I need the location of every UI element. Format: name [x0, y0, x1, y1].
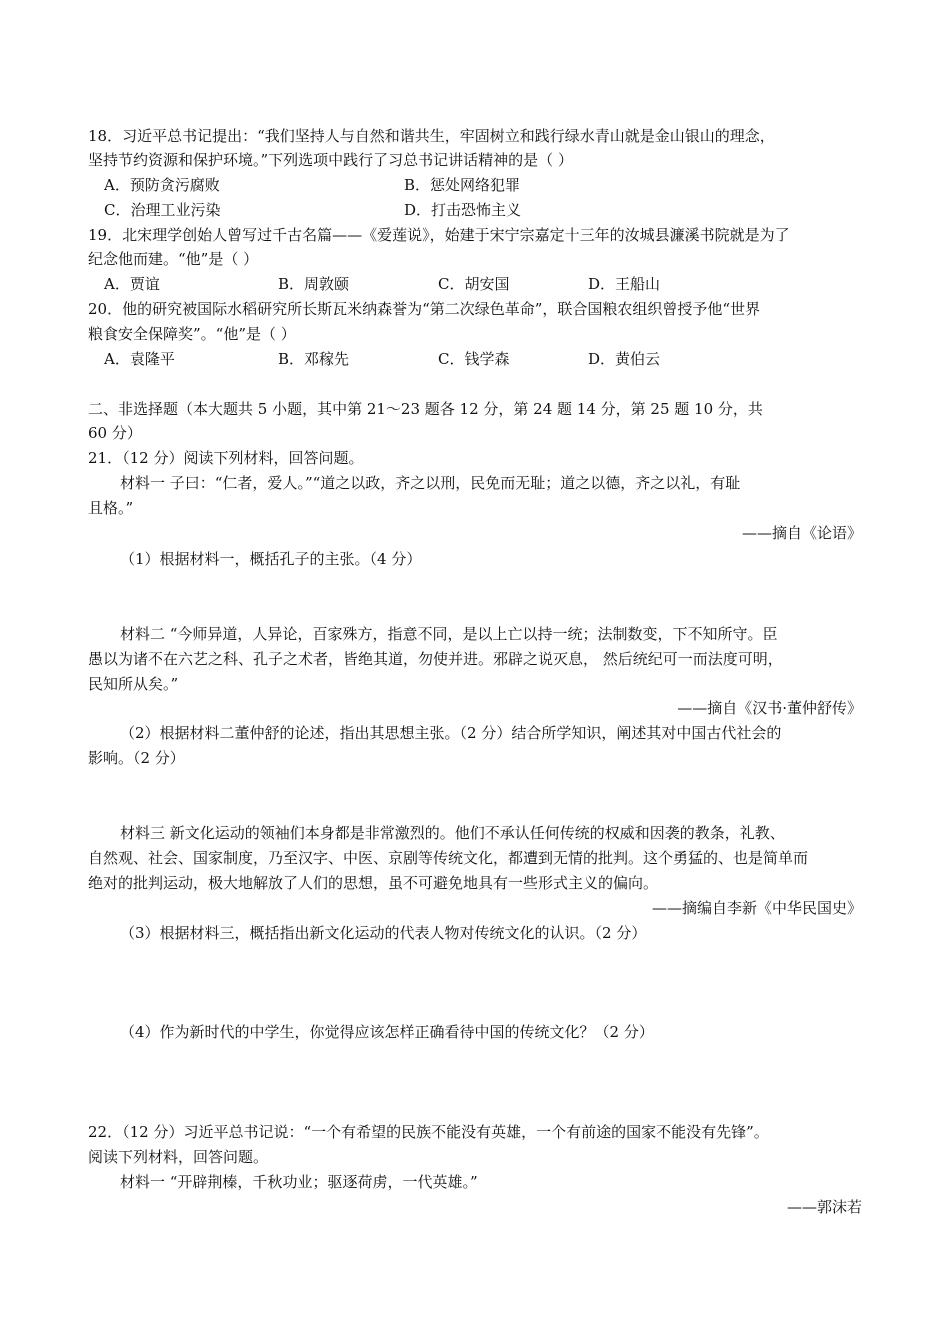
q21-material2-line1: 材料二 “今师异道，人异论，百家殊方，指意不同，是以上亡以持一统；法制数变，下不知所守。臣	[120, 625, 778, 643]
q18-option-d: D．打击恐怖主义	[404, 201, 522, 219]
q21-subquestion-2-line2: 影响。（2 分）	[88, 749, 185, 767]
q22-stem-line2: 阅读下列材料，回答问题。	[88, 1148, 269, 1166]
q21-subquestion-4: （4）作为新时代的中学生，你觉得应该怎样正确看待中国的传统文化？（2 分）	[120, 1023, 654, 1041]
q20-option-a: A．袁隆平	[104, 350, 175, 368]
q19-option-c: C．胡安国	[438, 275, 510, 293]
q20-option-b: B．邓稼先	[278, 350, 350, 368]
q19-option-a: A．贾谊	[104, 275, 160, 293]
q18-stem-line1: 18．习近平总书记提出：“我们坚持人与自然和谐共生，牢固树立和践行绿水青山就是金山银山的理念，	[88, 127, 775, 145]
q21-material1-source: ——摘自《论语》	[741, 524, 862, 542]
q20-option-c: C．钱学森	[438, 350, 510, 368]
q20-stem-line1: 20．他的研究被国际水稻研究所长斯瓦米纳森誉为“第二次绿色革命”，联合国粮农组织曾授予他“世界	[88, 300, 761, 318]
q21-subquestion-1: （1）根据材料一，概括孔子的主张。（4 分）	[120, 550, 422, 568]
q21-material3-line1: 材料三 新文化运动的领袖们本身都是非常激烈的。他们不承认任何传统的权威和因袭的教条，礼教、	[120, 824, 785, 842]
q18-option-c: C．治理工业污染	[104, 201, 221, 219]
q21-material2-line2: 愚以为诸不在六艺之科、孔子之术者，皆绝其道，勿使并进。邪辟之说灭息， 然后统纪可一而法度可明，	[88, 650, 783, 668]
q19-option-d: D．王船山	[588, 275, 661, 293]
section-two-heading-line2: 60 分）	[88, 424, 142, 442]
q21-material3-source: ——摘编自李新《中华民国史》	[651, 899, 862, 917]
q20-stem-line2: 粮食安全保障奖”。“他”是（ ）	[88, 325, 296, 343]
q21-material2-source: ——摘自《汉书·董仲舒传》	[677, 699, 862, 717]
q21-material1-line2: 且格。”	[88, 499, 134, 517]
q19-stem-line2: 纪念他而建。“他”是（ ）	[88, 250, 259, 268]
q19-option-b: B．周敦颐	[278, 275, 350, 293]
q21-subquestion-2-line1: （2）根据材料二董仲舒的论述，指出其思想主张。（2 分）结合所学知识，阐述其对中国古代社会的	[120, 724, 782, 742]
q18-option-a: A．预防贪污腐败	[104, 176, 220, 194]
q22-material1: 材料一 “开辟荆榛，千秋功业；驱逐荷虏，一代英雄。”	[120, 1173, 478, 1191]
q20-option-d: D．黄伯云	[588, 350, 661, 368]
q19-stem-line1: 19．北宋理学创始人曾写过千古名篇——《爱莲说》，始建于宋宁宗嘉定十三年的汝城县濂溪书院就是为了	[88, 226, 790, 244]
q18-option-b: B．惩处网络犯罪	[404, 176, 521, 194]
q22-material1-source: ——郭沫若	[786, 1198, 862, 1216]
q21-heading: 21．（12 分）阅读下列材料，回答问题。	[88, 449, 364, 467]
q21-material1-line1: 材料一 子曰：“仁者，爱人。”“道之以政，齐之以刑，民免而无耻；道之以德，齐之以礼，有耻	[120, 474, 741, 492]
q21-subquestion-3: （3）根据材料三，概括指出新文化运动的代表人物对传统文化的认识。（2 分）	[120, 924, 647, 942]
q18-stem-line2: 坚持节约资源和保护环境。”下列选项中践行了习总书记讲话精神的是（ ）	[88, 151, 573, 169]
section-two-heading-line1: 二、非选择题（本大题共 5 小题，其中第 21～23 题各 12 分，第 24 题 14 分，第 25 题 10 分，共	[88, 400, 763, 418]
q21-material3-line3: 绝对的批判运动，极大地解放了人们的思想，虽不可避免地具有一些形式主义的偏向。	[88, 874, 659, 892]
q22-stem-line1: 22．（12 分）习近平总书记说：“一个有希望的民族不能没有英雄，一个有前途的国家不能没有先锋”。	[88, 1123, 769, 1141]
q21-material2-line3: 民知所从矣。”	[88, 675, 179, 693]
q21-material3-line2: 自然观、社会、国家制度，乃至汉字、中医、京剧等传统文化，都遭到无情的批判。这个勇猛的、也是简单而	[88, 849, 809, 867]
